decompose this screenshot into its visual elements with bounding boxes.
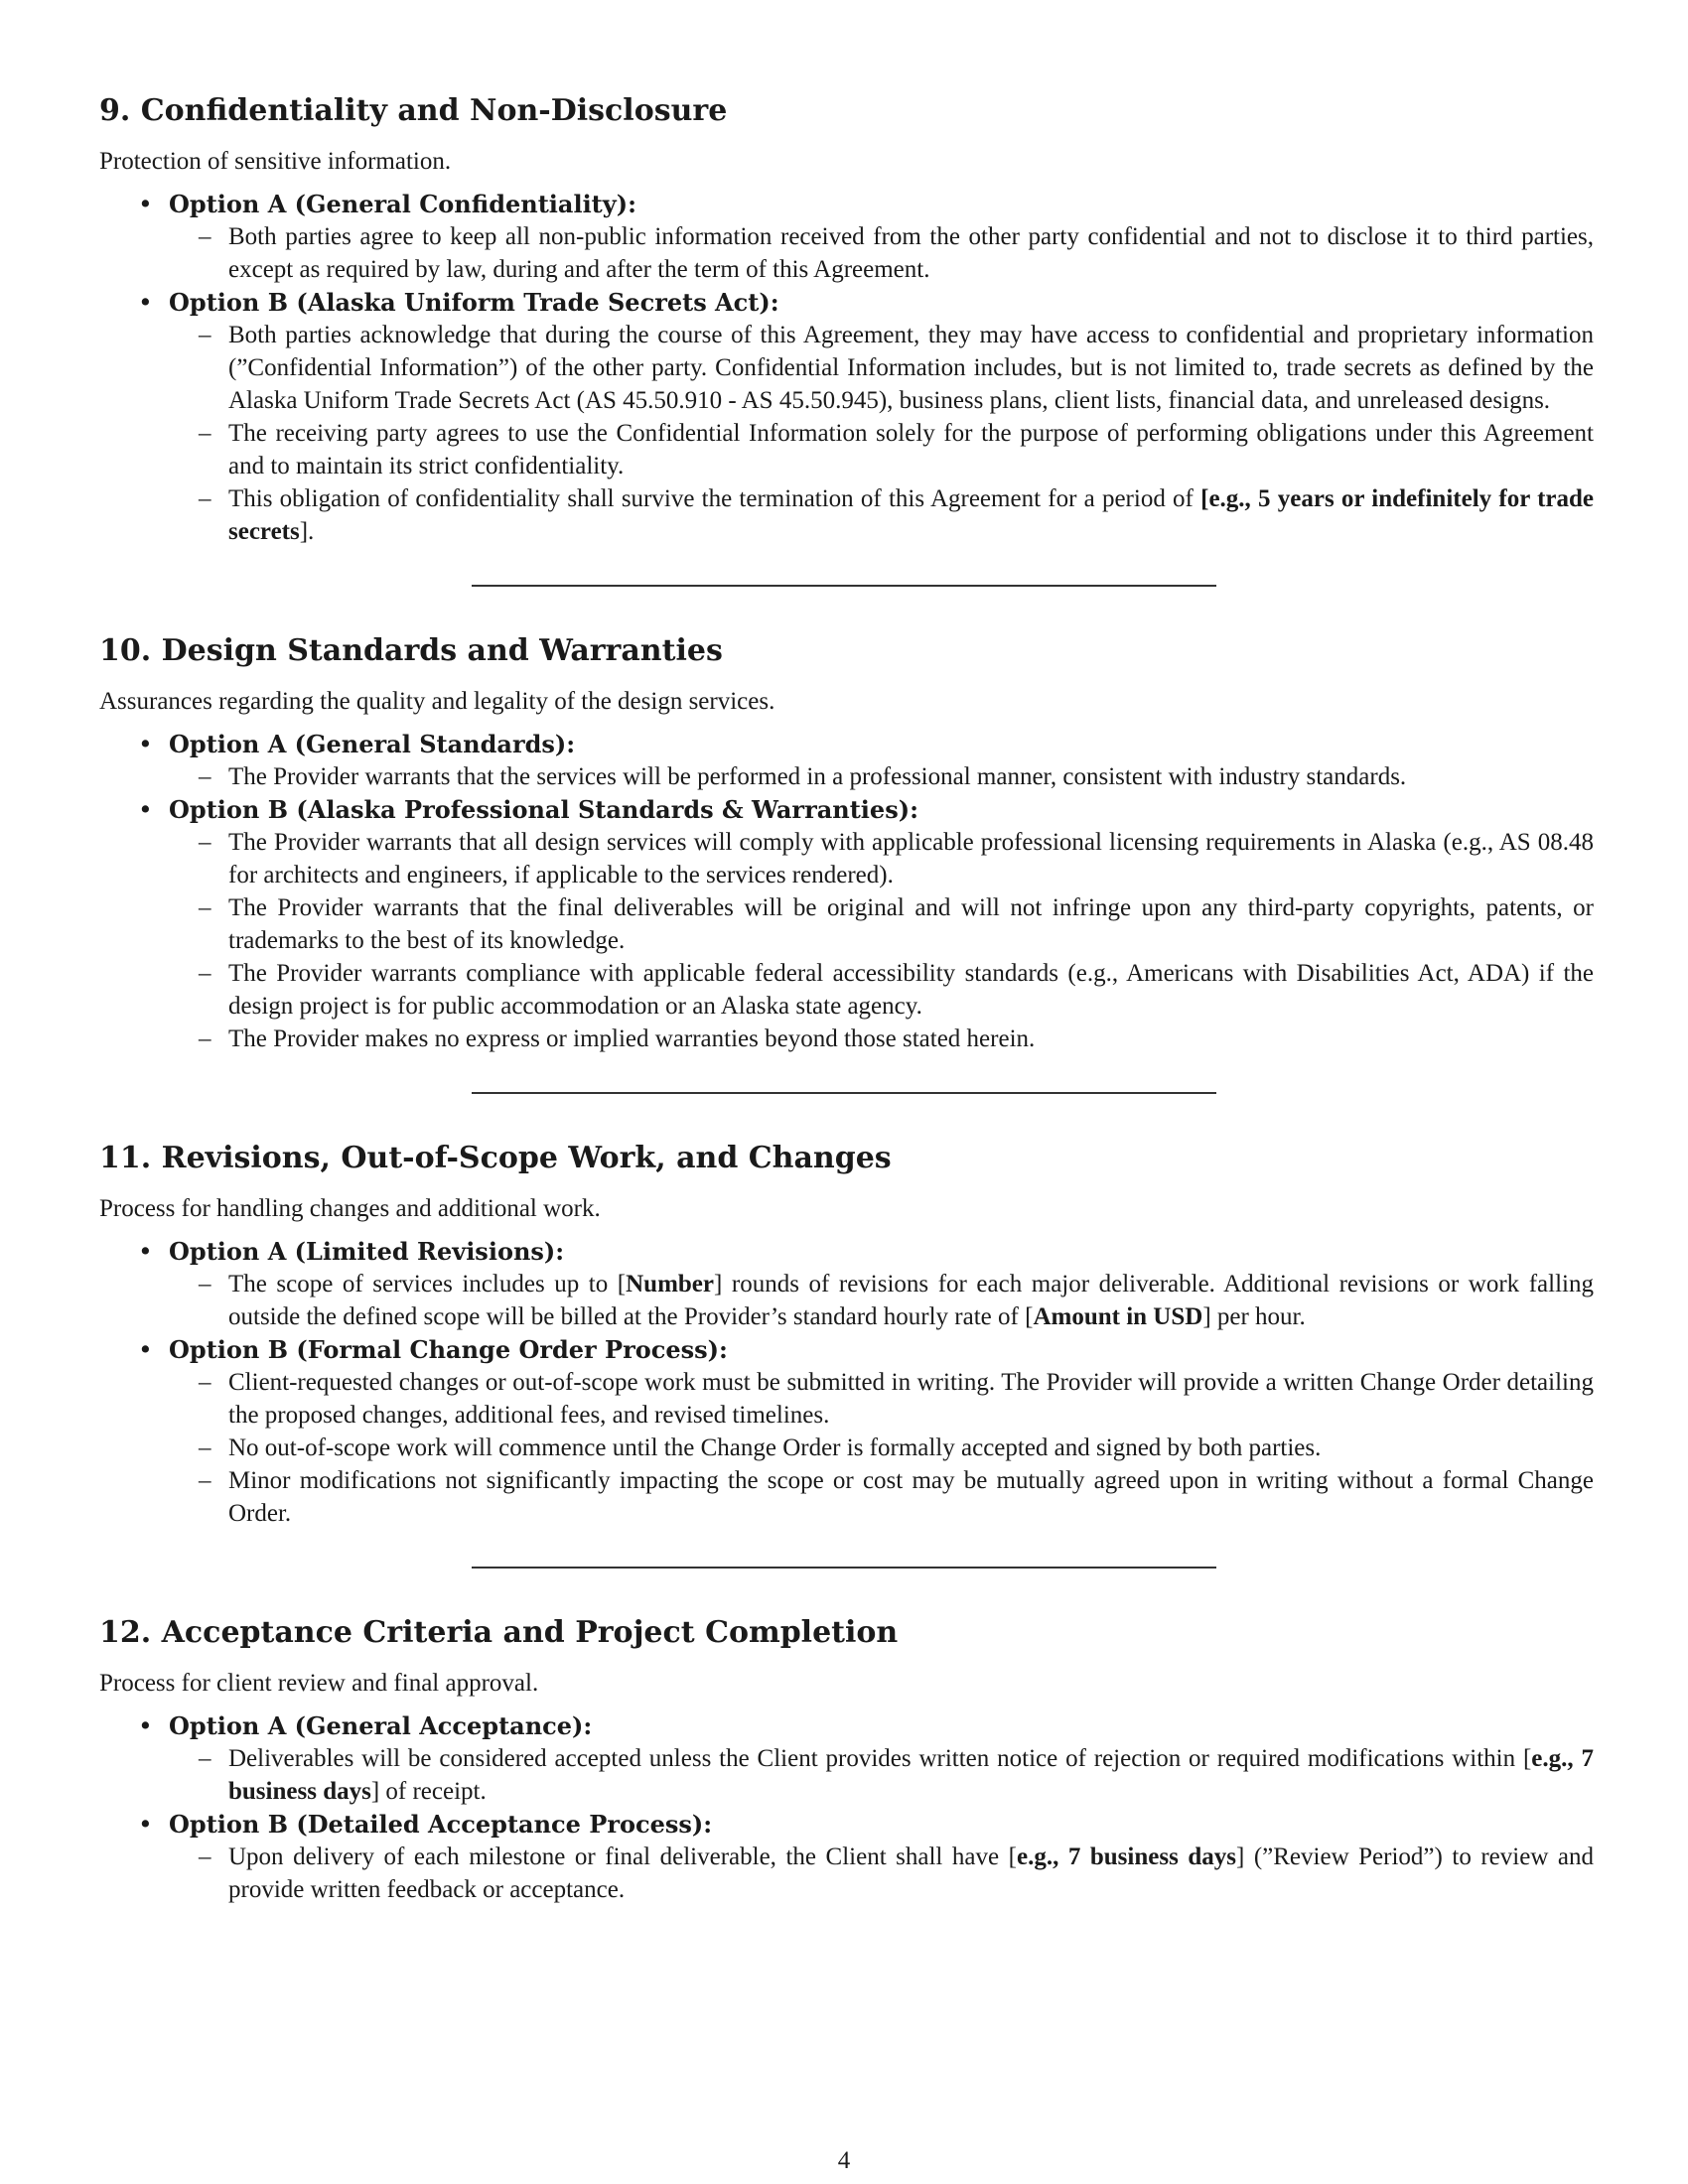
clause-text: This obligation of confidentiality shall survive the termination of this Agreement for a period of [228,485,1201,512]
clause-text: Minor modifications not significantly impacting the scope or cost may be mutually agreed upon in writing without a formal Change Order. [228,1467,1594,1527]
dash-icon: – [199,1369,211,1396]
dash-icon: – [199,1434,211,1461]
section [99,1611,1594,1906]
clause-item [169,1366,1594,1432]
clause-text: The Provider warrants compliance with applicable federal accessibility standards (e.g., Americans with Disabilities Act, ADA) if the design project is for public accommodation or an Alaska state agency. [228,960,1594,1020]
clause-text: The Provider makes no express or implied warranties beyond those stated herein. [228,1025,1036,1052]
options-list [99,1235,1594,1530]
dash-icon: – [199,1271,211,1297]
section-title: 11. Revisions, Out-of-Scope Work, and Changes [99,1141,892,1175]
option-label: Option A (General Acceptance): [169,1711,593,1740]
clause-text: ] rounds of revisions for each major deliverable. Additional revisions or work falling outside the defined scope will be billed at the Provider’s standard hourly rate of [ [228,1271,1594,1330]
dash-icon: – [199,1467,211,1494]
option-item [99,286,1594,548]
option-item [99,728,1594,793]
dash-icon: – [199,894,211,921]
placeholder-text: e.g., 7 business days [1016,1843,1236,1870]
clause-item [169,760,1594,793]
option-item [99,793,1594,1055]
placeholder-text: [e.g., 5 years or indefinitely for trade secrets [228,485,1594,545]
section-title: 12. Acceptance Criteria and Project Completion [99,1615,899,1650]
clause-text: The scope of services includes up to [ [228,1271,627,1297]
options-list [99,1709,1594,1906]
clause-item [169,826,1594,891]
clause-text: Deliverables will be considered accepted unless the Client provides written notice of rejection or required modifications within [ [228,1745,1532,1772]
clause-text: The Provider warrants that the services will be performed in a professional manner, consistent with industry standards. [228,763,1407,790]
clause-item [169,482,1594,548]
placeholder-text: e.g., 7 business days [228,1745,1594,1805]
option-label: Option A (Limited Revisions): [169,1237,565,1266]
dash-icon: – [199,829,211,856]
clause-text: ] per hour. [1202,1303,1306,1330]
clause-text: Client-requested changes or out-of-scope work must be submitted in writing. The Provider will provide a written Change Order detailing the proposed changes, additional fees, and revised timelines. [228,1369,1594,1429]
bullet-icon: • [138,1810,153,1839]
clause-item [169,1841,1594,1906]
section-intro: Process for client review and final approval. [99,1670,539,1697]
clause-list [169,319,1594,548]
option-label: Option B (Alaska Uniform Trade Secrets Act): [169,288,779,317]
section [99,1137,1594,1530]
placeholder-text: Number [626,1271,714,1297]
bullet-icon: • [138,1237,153,1266]
options-list [99,728,1594,1055]
clause-text: ] of receipt. [370,1778,487,1805]
option-label: Option A (General Standards): [169,730,576,758]
clause-item [169,319,1594,417]
dash-icon: – [199,223,211,250]
placeholder-text: Amount in USD [1033,1303,1203,1330]
clause-item [169,957,1594,1023]
section-intro: Process for handling changes and additional work. [99,1195,601,1222]
dash-icon: – [199,322,211,348]
clause-item [169,1464,1594,1530]
dash-icon: – [199,1745,211,1772]
clause-list [169,826,1594,1055]
bullet-icon: • [138,1335,153,1364]
page-content [99,89,1594,1906]
page-number: 4 [837,2147,851,2174]
dash-icon: – [199,420,211,447]
bullet-icon: • [138,1711,153,1740]
dash-icon: – [199,1843,211,1870]
option-item [99,1235,1594,1333]
clause-text: Upon delivery of each milestone or final deliverable, the Client shall have [ [228,1843,1017,1870]
clause-list [169,1366,1594,1530]
option-label: Option B (Formal Change Order Process): [169,1335,728,1364]
clause-text: Both parties acknowledge that during the course of this Agreement, they may have access to confidential and proprietary information (”Confidential Information”) of the other party. Confidential Information includes, but is not limited to, trade secrets as defined by the Alaska Uniform Trade Secrets Act (AS 45.50.910 - AS 45.50.945), business plans, client lists, financial data, and unreleased designs. [228,322,1594,414]
clause-text: Both parties agree to keep all non-public information received from the other party confidential and not to disclose it to third parties, except as required by law, during and after the term of this Agreement. [228,223,1594,283]
clause-item [169,1432,1594,1464]
clause-item [169,891,1594,957]
option-label: Option B (Alaska Professional Standards & Warranties): [169,795,918,824]
section-intro: Protection of sensitive information. [99,148,452,175]
clause-item [169,417,1594,482]
clause-text: ] (”Review Period”) to review and provide written feedback or acceptance. [228,1843,1594,1903]
clause-text: No out-of-scope work will commence until the Change Order is formally accepted and signed by both parties. [228,1434,1322,1461]
clause-list [169,760,1594,793]
dash-icon: – [199,960,211,987]
section [99,89,1594,548]
section-title: 10. Design Standards and Warranties [99,633,723,668]
section-intro: Assurances regarding the quality and legality of the design services. [99,688,775,715]
bullet-icon: • [138,730,153,758]
clause-item [169,1742,1594,1808]
options-list [99,188,1594,548]
bullet-icon: • [138,795,153,824]
clause-item [169,220,1594,286]
clause-list [169,220,1594,286]
clause-item [169,1268,1594,1333]
option-label: Option B (Detailed Acceptance Process): [169,1810,713,1839]
clause-text: The Provider warrants that the final deliverables will be original and will not infringe upon any third-party copyrights, patents, or trademarks to the best of its knowledge. [228,894,1594,954]
clause-list [169,1742,1594,1808]
clause-list [169,1268,1594,1333]
dash-icon: – [199,485,211,512]
clause-text: The Provider warrants that all design services will comply with applicable professional licensing requirements in Alaska (e.g., AS 08.48 for architects and engineers, if applicable to the services rendered). [228,829,1594,888]
section-title: 9. Confidentiality and Non-Disclosure [99,93,728,128]
section [99,629,1594,1055]
clause-item [169,1023,1594,1055]
option-item [99,1709,1594,1808]
clause-list [169,1841,1594,1906]
option-item [99,1808,1594,1906]
bullet-icon: • [138,190,153,218]
clause-text: ]. [299,518,315,545]
dash-icon: – [199,763,211,790]
option-item [99,188,1594,286]
option-label: Option A (General Confidentiality): [169,190,636,218]
bullet-icon: • [138,288,153,317]
dash-icon: – [199,1025,211,1052]
clause-text: The receiving party agrees to use the Confidential Information solely for the purpose of performing obligations under this Agreement and to maintain its strict confidentiality. [228,420,1594,479]
option-item [99,1333,1594,1530]
